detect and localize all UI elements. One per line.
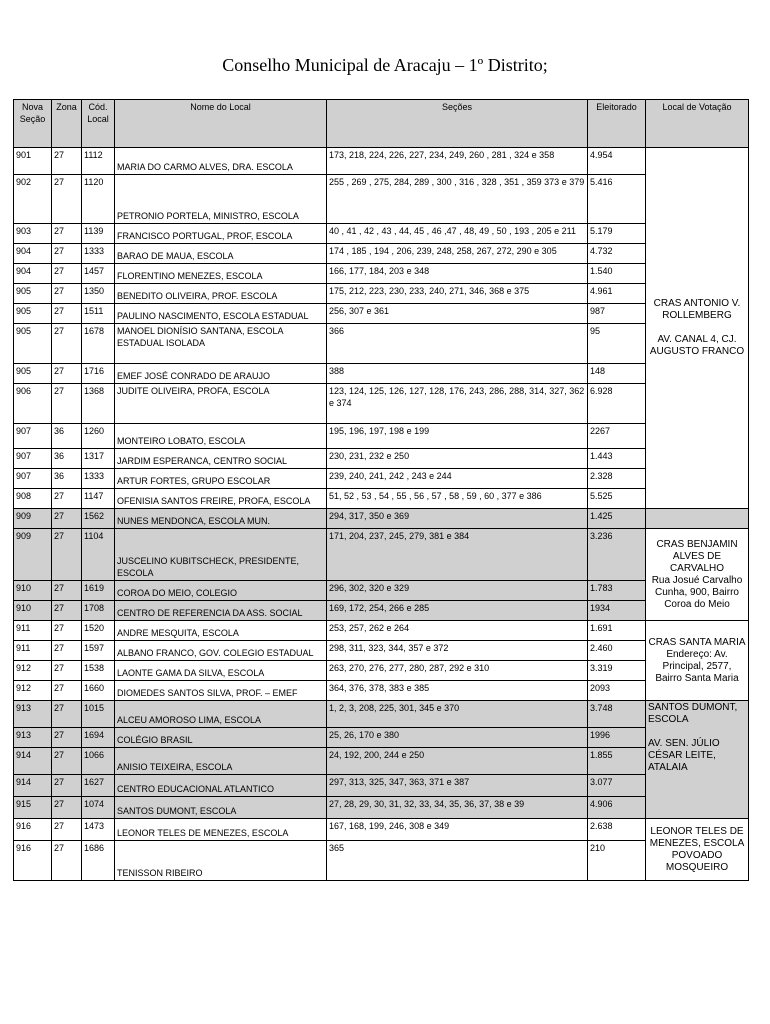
cell-zona: 27: [52, 529, 82, 581]
cell-secoes: 294, 317, 350 e 369: [327, 509, 588, 529]
cell-eleitorado: 4.954: [588, 148, 646, 175]
table-row: [14, 621, 749, 641]
table-row: [14, 529, 749, 581]
cell-zona: 27: [52, 681, 82, 701]
cell-cod-local: 1147: [82, 489, 115, 509]
table-row: [14, 304, 749, 324]
cell-zona: 27: [52, 384, 82, 424]
cell-zona: 27: [52, 264, 82, 284]
cell-nome-local: ARTUR FORTES, GRUPO ESCOLAR: [115, 469, 327, 489]
cell-nova-secao: 916: [14, 841, 52, 881]
cell-eleitorado: 2.328: [588, 469, 646, 489]
local-votacao-text: LEONOR TELES DE MENEZES, ESCOLA POVOADO MOSQUEIRO: [649, 825, 745, 873]
cell-nome-local: LAONTE GAMA DA SILVA, ESCOLA: [115, 661, 327, 681]
cell-zona: 36: [52, 469, 82, 489]
cell-secoes: 174 , 185 , 194 , 206, 239, 248, 258, 267, 272, 290 e 305: [327, 244, 588, 264]
cell-zona: 27: [52, 148, 82, 175]
cell-eleitorado: 2093: [588, 681, 646, 701]
cell-cod-local: 1015: [82, 701, 115, 728]
cell-eleitorado: 5.179: [588, 224, 646, 244]
cell-nova-secao: 909: [14, 509, 52, 529]
table-row: [14, 264, 749, 284]
cell-nova-secao: 907: [14, 449, 52, 469]
cell-nome-local: JUSCELINO KUBITSCHECK, PRESIDENTE, ESCOLA: [115, 529, 327, 581]
cell-nova-secao: 907: [14, 424, 52, 449]
cell-secoes: 230, 231, 232 e 250: [327, 449, 588, 469]
cell-secoes: 25, 26, 170 e 380: [327, 728, 588, 748]
cell-eleitorado: 1.783: [588, 581, 646, 601]
cell-cod-local: 1457: [82, 264, 115, 284]
table-row: [14, 284, 749, 304]
table-row: [14, 424, 749, 449]
cell-secoes: 175, 212, 223, 230, 233, 240, 271, 346, 368 e 375: [327, 284, 588, 304]
cell-nome-local: JARDIM ESPERANCA, CENTRO SOCIAL: [115, 449, 327, 469]
cell-zona: 27: [52, 224, 82, 244]
cell-nome-local: BARAO DE MAUA, ESCOLA: [115, 244, 327, 264]
local-votacao-text: CRAS BENJAMIN ALVES DE CARVALHO Rua Josué Carvalho Cunha, 900, Bairro Coroa do Meio: [651, 538, 743, 610]
cell-secoes: 171, 204, 237, 245, 279, 381 e 384: [327, 529, 588, 581]
cell-nova-secao: 915: [14, 797, 52, 819]
cell-eleitorado: 1996: [588, 728, 646, 748]
cell-secoes: 169, 172, 254, 266 e 285: [327, 601, 588, 621]
cell-eleitorado: 4.961: [588, 284, 646, 304]
cell-cod-local: 1350: [82, 284, 115, 304]
cell-nova-secao: 909: [14, 529, 52, 581]
cell-eleitorado: 1934: [588, 601, 646, 621]
cell-eleitorado: 3.319: [588, 661, 646, 681]
cell-nome-local: TENISSON RIBEIRO: [115, 841, 327, 881]
table-row: [14, 819, 749, 841]
cell-nova-secao: 901: [14, 148, 52, 175]
table-row: [14, 244, 749, 264]
cell-nova-secao: 911: [14, 641, 52, 661]
cell-cod-local: 1660: [82, 681, 115, 701]
cell-cod-local: 1104: [82, 529, 115, 581]
cell-eleitorado: 1.425: [588, 509, 646, 529]
cell-eleitorado: 987: [588, 304, 646, 324]
cell-secoes: 388: [327, 364, 588, 384]
local-votacao-text: CRAS SANTA MARIA Endereço: Av. Principal, 2577, Bairro Santa Maria: [648, 636, 746, 684]
local-votacao-text: SANTOS DUMONT, ESCOLA AV. SEN. JÚLIO CÉSAR LEITE, ATALAIA: [648, 702, 738, 773]
cell-eleitorado: 1.855: [588, 748, 646, 775]
cell-zona: 27: [52, 775, 82, 797]
cell-secoes: 364, 376, 378, 383 e 385: [327, 681, 588, 701]
cell-secoes: 167, 168, 199, 246, 308 e 349: [327, 819, 588, 841]
cell-nome-local: PAULINO NASCIMENTO, ESCOLA ESTADUAL: [115, 304, 327, 324]
cell-nome-local: CENTRO DE REFERENCIA DA ASS. SOCIAL: [115, 601, 327, 621]
cell-secoes: 239, 240, 241, 242 , 243 e 244: [327, 469, 588, 489]
table-body: [14, 148, 749, 881]
local-votacao-empty-cell: [646, 509, 749, 529]
table-row: [14, 148, 749, 175]
cell-eleitorado: 3.748: [588, 701, 646, 728]
cell-secoes: 123, 124, 125, 126, 127, 128, 176, 243, 286, 288, 314, 327, 362 e 374: [327, 384, 588, 424]
cell-nome-local: ALBANO FRANCO, GOV. COLEGIO ESTADUAL: [115, 641, 327, 661]
cell-eleitorado: 148: [588, 364, 646, 384]
table-row: [14, 701, 749, 728]
cell-cod-local: 1520: [82, 621, 115, 641]
cell-nova-secao: 905: [14, 304, 52, 324]
cell-nova-secao: 903: [14, 224, 52, 244]
cell-cod-local: 1317: [82, 449, 115, 469]
cell-nome-local: LEONOR TELES DE MENEZES, ESCOLA: [115, 819, 327, 841]
cell-nome-local: OFENISIA SANTOS FREIRE, PROFA, ESCOLA: [115, 489, 327, 509]
cell-cod-local: 1597: [82, 641, 115, 661]
cell-cod-local: 1716: [82, 364, 115, 384]
cell-nova-secao: 905: [14, 284, 52, 304]
local-votacao-text: CRAS ANTONIO V. ROLLEMBERG AV. CANAL 4, CJ. AUGUSTO FRANCO: [649, 298, 745, 357]
cell-nome-local: FRANCISCO PORTUGAL, PROF, ESCOLA: [115, 224, 327, 244]
cell-nova-secao: 911: [14, 621, 52, 641]
header-nova-secao: Nova Seção: [14, 100, 52, 148]
cell-secoes: 173, 218, 224, 226, 227, 234, 249, 260 , 281 , 324 e 358: [327, 148, 588, 175]
table-row: [14, 748, 749, 775]
table-row: [14, 728, 749, 748]
cell-eleitorado: 95: [588, 324, 646, 364]
cell-nome-local: MANOEL DIONÍSIO SANTANA, ESCOLA ESTADUAL ISOLADA: [115, 324, 327, 364]
cell-zona: 27: [52, 364, 82, 384]
cell-zona: 27: [52, 641, 82, 661]
cell-cod-local: 1619: [82, 581, 115, 601]
cell-secoes: 365: [327, 841, 588, 881]
cell-cod-local: 1473: [82, 819, 115, 841]
cell-zona: 27: [52, 748, 82, 775]
cell-zona: 27: [52, 244, 82, 264]
cell-nova-secao: 906: [14, 384, 52, 424]
cell-eleitorado: 4.906: [588, 797, 646, 819]
cell-secoes: 253, 257, 262 e 264: [327, 621, 588, 641]
cell-cod-local: 1333: [82, 244, 115, 264]
cell-zona: 27: [52, 728, 82, 748]
cell-eleitorado: 5.416: [588, 175, 646, 224]
header-nome-local: Nome do Local: [115, 100, 327, 148]
header-secoes: Seções: [327, 100, 588, 148]
cell-zona: 27: [52, 324, 82, 364]
table-row: [14, 324, 749, 364]
cell-nova-secao: 914: [14, 775, 52, 797]
cell-eleitorado: 2.460: [588, 641, 646, 661]
table-row: [14, 224, 749, 244]
table-row: [14, 449, 749, 469]
cell-zona: 27: [52, 661, 82, 681]
header-cod-local: Cód. Local: [82, 100, 115, 148]
cell-zona: 27: [52, 621, 82, 641]
table-row: [14, 641, 749, 661]
cell-nova-secao: 904: [14, 264, 52, 284]
cell-secoes: 297, 313, 325, 347, 363, 371 e 387: [327, 775, 588, 797]
cell-zona: 27: [52, 701, 82, 728]
cell-nova-secao: 914: [14, 748, 52, 775]
cell-nova-secao: 908: [14, 489, 52, 509]
local-votacao-cell: [646, 819, 749, 881]
table-row: [14, 175, 749, 224]
cell-nova-secao: 905: [14, 364, 52, 384]
table-row: [14, 775, 749, 797]
cell-cod-local: 1112: [82, 148, 115, 175]
cell-nome-local: BENEDITO OLIVEIRA, PROF. ESCOLA: [115, 284, 327, 304]
cell-nome-local: COROA DO MEIO, COLEGIO: [115, 581, 327, 601]
table-row: [14, 364, 749, 384]
cell-zona: 27: [52, 284, 82, 304]
cell-nova-secao: 905: [14, 324, 52, 364]
cell-secoes: 24, 192, 200, 244 e 250: [327, 748, 588, 775]
local-votacao-cell: [646, 701, 749, 819]
cell-nova-secao: 912: [14, 681, 52, 701]
cell-nome-local: CENTRO EDUCACIONAL ATLANTICO: [115, 775, 327, 797]
document-title: Conselho Municipal de Aracaju – 1º Distrito;: [222, 55, 548, 75]
cell-nova-secao: 916: [14, 819, 52, 841]
cell-cod-local: 1538: [82, 661, 115, 681]
cell-eleitorado: 2267: [588, 424, 646, 449]
cell-nome-local: PETRONIO PORTELA, MINISTRO, ESCOLA: [115, 175, 327, 224]
cell-secoes: 40 , 41 , 42 , 43 , 44, 45 , 46 ,47 , 48, 49 , 50 , 193 , 205 e 211: [327, 224, 588, 244]
cell-cod-local: 1562: [82, 509, 115, 529]
cell-zona: 27: [52, 175, 82, 224]
cell-cod-local: 1333: [82, 469, 115, 489]
cell-nome-local: NUNES MENDONCA, ESCOLA MUN.: [115, 509, 327, 529]
cell-secoes: 296, 302, 320 e 329: [327, 581, 588, 601]
header-eleitorado: Eleitorado: [588, 100, 646, 148]
cell-eleitorado: 6.928: [588, 384, 646, 424]
cell-eleitorado: 3.236: [588, 529, 646, 581]
cell-nome-local: COLÉGIO BRASIL: [115, 728, 327, 748]
table-row: [14, 509, 749, 529]
cell-zona: 27: [52, 819, 82, 841]
cell-nova-secao: 902: [14, 175, 52, 224]
cell-eleitorado: 5.525: [588, 489, 646, 509]
cell-secoes: 366: [327, 324, 588, 364]
cell-eleitorado: 3.077: [588, 775, 646, 797]
cell-nova-secao: 907: [14, 469, 52, 489]
cell-nome-local: MONTEIRO LOBATO, ESCOLA: [115, 424, 327, 449]
cell-zona: 27: [52, 797, 82, 819]
cell-nome-local: ANISIO TEIXEIRA, ESCOLA: [115, 748, 327, 775]
cell-cod-local: 1074: [82, 797, 115, 819]
cell-eleitorado: 4.732: [588, 244, 646, 264]
local-votacao-cell: [646, 529, 749, 621]
cell-nova-secao: 913: [14, 701, 52, 728]
cell-secoes: 51, 52 , 53 , 54 , 55 , 56 , 57 , 58 , 59 , 60 , 377 e 386: [327, 489, 588, 509]
table-row: [14, 489, 749, 509]
table-row: [14, 601, 749, 621]
cell-nome-local: JUDITE OLIVEIRA, PROFA, ESCOLA: [115, 384, 327, 424]
cell-secoes: 263, 270, 276, 277, 280, 287, 292 e 310: [327, 661, 588, 681]
cell-cod-local: 1686: [82, 841, 115, 881]
cell-secoes: 195, 196, 197, 198 e 199: [327, 424, 588, 449]
cell-cod-local: 1627: [82, 775, 115, 797]
cell-zona: 27: [52, 304, 82, 324]
table-row: [14, 797, 749, 819]
cell-nova-secao: 910: [14, 601, 52, 621]
cell-cod-local: 1694: [82, 728, 115, 748]
cell-cod-local: 1511: [82, 304, 115, 324]
cell-cod-local: 1139: [82, 224, 115, 244]
cell-zona: 27: [52, 841, 82, 881]
cell-secoes: 27, 28, 29, 30, 31, 32, 33, 34, 35, 36, 37, 38 e 39: [327, 797, 588, 819]
local-votacao-cell: [646, 148, 749, 509]
table-row: [14, 469, 749, 489]
cell-secoes: 255 , 269 , 275, 284, 289 , 300 , 316 , 328 , 351 , 359 373 e 379: [327, 175, 588, 224]
cell-nova-secao: 904: [14, 244, 52, 264]
cell-eleitorado: 210: [588, 841, 646, 881]
cell-eleitorado: 1.540: [588, 264, 646, 284]
table-row: [14, 384, 749, 424]
cell-secoes: 298, 311, 323, 344, 357 e 372: [327, 641, 588, 661]
table-row: [14, 681, 749, 701]
cell-zona: 27: [52, 601, 82, 621]
cell-nome-local: SANTOS DUMONT, ESCOLA: [115, 797, 327, 819]
cell-cod-local: 1066: [82, 748, 115, 775]
cell-zona: 36: [52, 449, 82, 469]
cell-nome-local: FLORENTINO MENEZES, ESCOLA: [115, 264, 327, 284]
cell-cod-local: 1708: [82, 601, 115, 621]
header-zona: Zona: [52, 100, 82, 148]
cell-nova-secao: 912: [14, 661, 52, 681]
cell-nova-secao: 910: [14, 581, 52, 601]
cell-nome-local: ANDRE MESQUITA, ESCOLA: [115, 621, 327, 641]
cell-nome-local: EMEF JOSÉ CONRADO DE ARAUJO: [115, 364, 327, 384]
table-row: [14, 661, 749, 681]
cell-cod-local: 1368: [82, 384, 115, 424]
table-row: [14, 581, 749, 601]
cell-zona: 27: [52, 581, 82, 601]
zones-table: [13, 99, 749, 881]
local-votacao-cell: [646, 621, 749, 701]
cell-nome-local: ALCEU AMOROSO LIMA, ESCOLA: [115, 701, 327, 728]
cell-secoes: 166, 177, 184, 203 e 348: [327, 264, 588, 284]
cell-zona: 27: [52, 489, 82, 509]
cell-zona: 27: [52, 509, 82, 529]
header-local-votacao: Local de Votação: [646, 100, 749, 148]
cell-eleitorado: 1.443: [588, 449, 646, 469]
cell-eleitorado: 1.691: [588, 621, 646, 641]
cell-secoes: 256, 307 e 361: [327, 304, 588, 324]
cell-secoes: 1, 2, 3, 208, 225, 301, 345 e 370: [327, 701, 588, 728]
table-row: [14, 841, 749, 881]
cell-zona: 36: [52, 424, 82, 449]
cell-cod-local: 1678: [82, 324, 115, 364]
cell-cod-local: 1260: [82, 424, 115, 449]
cell-nova-secao: 913: [14, 728, 52, 748]
cell-cod-local: 1120: [82, 175, 115, 224]
cell-nome-local: MARIA DO CARMO ALVES, DRA. ESCOLA: [115, 148, 327, 175]
cell-nome-local: DIOMEDES SANTOS SILVA, PROF. – EMEF: [115, 681, 327, 701]
cell-eleitorado: 2.638: [588, 819, 646, 841]
header-row: [14, 100, 749, 148]
